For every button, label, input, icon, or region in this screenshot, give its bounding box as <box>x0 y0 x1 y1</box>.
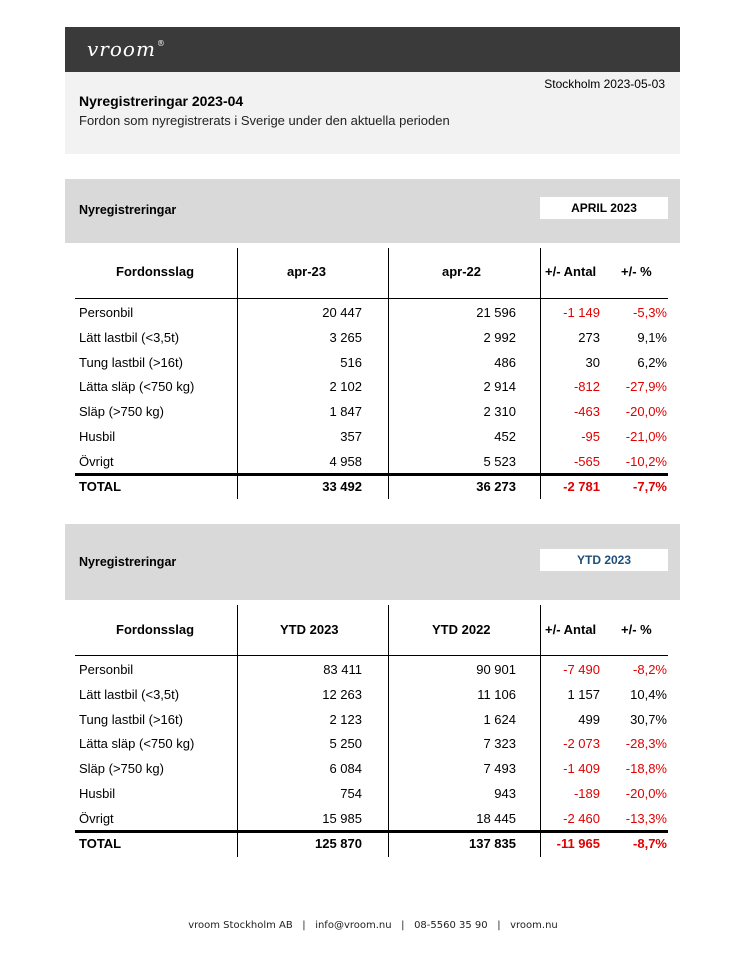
cell-pct: -8,7% <box>633 835 667 851</box>
cell-b: 7 493 <box>483 761 516 777</box>
cell-a: 2 123 <box>329 711 362 727</box>
table-row <box>65 425 680 449</box>
cell-pct: 10,4% <box>630 686 667 702</box>
vroom-logo: vroom® <box>87 37 166 61</box>
section-title: Nyregistreringar <box>79 203 177 217</box>
footer-website[interactable]: vroom.nu <box>510 920 558 931</box>
section-title: Nyregistreringar <box>79 555 177 569</box>
cell-b: 21 596 <box>476 305 516 320</box>
cell-name: Tung lastbil (>16t) <box>79 711 183 727</box>
cell-b: 18 445 <box>476 810 516 826</box>
cell-a: 5 250 <box>329 736 362 752</box>
table-row <box>65 400 680 424</box>
period-badge-ytd: YTD 2023 <box>540 549 668 571</box>
col-header-diff: +/- Antal <box>545 622 597 637</box>
document-date: Stockholm 2023-05-03 <box>544 77 665 91</box>
table-row <box>65 807 680 831</box>
table-row <box>65 683 680 707</box>
col-header-pct: +/- % <box>621 264 652 279</box>
table-row <box>65 757 680 781</box>
cell-a: 6 084 <box>329 761 362 777</box>
cell-diff: 30 <box>585 354 600 370</box>
document-title: Nyregistreringar 2023-04 <box>79 93 244 109</box>
cell-b: 486 <box>494 354 516 370</box>
cell-a: 125 870 <box>315 835 362 851</box>
cell-diff: -2 781 <box>563 478 600 494</box>
cell-diff: -1 149 <box>563 305 600 320</box>
cell-diff: 499 <box>578 711 600 727</box>
cell-a: 4 958 <box>329 453 362 469</box>
col-header-diff: +/- Antal <box>545 264 597 279</box>
cell-diff: -11 965 <box>556 835 600 851</box>
cell-a: 516 <box>340 354 362 370</box>
cell-name: Lätt lastbil (<3,5t) <box>79 329 180 345</box>
col-header-fordonsslag: Fordonsslag <box>116 622 195 637</box>
cell-pct: -20,0% <box>625 786 667 801</box>
table-row <box>65 301 680 325</box>
cell-diff: -2 073 <box>563 736 600 752</box>
col-header-pct: +/- % <box>621 622 652 637</box>
cell-pct: -18,8% <box>625 761 667 777</box>
page-footer: vroom Stockholm AB | info@vroom.nu | 08-5560 35 90 | vroom.nu <box>188 920 558 931</box>
cell-name: TOTAL <box>79 835 122 851</box>
top-brand-bar <box>65 27 680 72</box>
cell-name: Lätta släp (<750 kg) <box>79 379 195 395</box>
cell-name: Lätt lastbil (<3,5t) <box>79 686 180 702</box>
cell-name: Personbil <box>79 305 134 320</box>
document-subtitle: Fordon som nyregistrerats i Sverige under den aktuella perioden <box>79 113 450 128</box>
cell-b: 1 624 <box>483 711 516 727</box>
col-header-fordonsslag: Fordonsslag <box>116 264 195 279</box>
cell-diff: -463 <box>573 404 600 420</box>
cell-name: Husbil <box>79 786 116 801</box>
cell-diff: -2 460 <box>563 810 600 826</box>
footer-phone: 08-5560 35 90 <box>414 920 488 931</box>
cell-b: 36 273 <box>476 478 516 494</box>
cell-diff: -7 490 <box>563 662 600 677</box>
cell-pct: -28,3% <box>625 736 667 752</box>
cell-diff: -565 <box>573 453 600 469</box>
cell-a: 83 411 <box>323 662 362 677</box>
table-row <box>65 351 680 375</box>
cell-a: 20 447 <box>322 305 362 320</box>
cell-a: 33 492 <box>322 478 362 494</box>
cell-a: 1 847 <box>329 404 362 420</box>
cell-pct: -13,3% <box>625 810 667 826</box>
cell-b: 2 992 <box>483 329 516 345</box>
cell-a: 3 265 <box>329 329 362 345</box>
cell-name: TOTAL <box>79 478 122 494</box>
cell-pct: -21,0% <box>625 429 667 444</box>
footer-company: vroom Stockholm AB <box>188 920 293 931</box>
table-row <box>65 708 680 732</box>
cell-b: 137 835 <box>469 835 516 851</box>
col-header-previous: apr-22 <box>442 264 482 279</box>
cell-a: 2 102 <box>329 379 362 395</box>
cell-diff: -812 <box>573 379 600 395</box>
cell-b: 452 <box>494 429 516 444</box>
cell-a: 12 263 <box>322 686 362 702</box>
cell-b: 943 <box>494 786 516 801</box>
cell-diff: -189 <box>573 786 600 801</box>
cell-a: 15 985 <box>322 810 362 826</box>
cell-diff: 273 <box>578 329 600 345</box>
cell-name: Övrigt <box>79 810 114 826</box>
table-total-row <box>65 475 680 499</box>
cell-name: Släp (>750 kg) <box>79 761 164 777</box>
cell-name: Personbil <box>79 662 134 677</box>
cell-pct: -27,9% <box>625 379 667 395</box>
cell-a: 357 <box>340 429 362 444</box>
section-ytd-header <box>65 524 680 600</box>
cell-name: Lätta släp (<750 kg) <box>79 736 195 752</box>
cell-name: Släp (>750 kg) <box>79 404 164 420</box>
cell-b: 2 914 <box>483 379 516 395</box>
cell-b: 5 523 <box>483 453 516 469</box>
cell-pct: -5,3% <box>633 305 667 320</box>
footer-email[interactable]: info@vroom.nu <box>315 920 392 931</box>
cell-b: 11 106 <box>477 686 516 702</box>
cell-pct: -20,0% <box>625 404 667 420</box>
table-row <box>65 450 680 474</box>
cell-b: 2 310 <box>483 404 516 420</box>
table-total-row <box>65 832 680 856</box>
cell-b: 7 323 <box>483 736 516 752</box>
cell-a: 754 <box>340 786 362 801</box>
april-registrations-table <box>65 243 680 499</box>
cell-pct: -10,2% <box>625 453 667 469</box>
cell-diff: 1 157 <box>567 686 600 702</box>
cell-pct: 9,1% <box>637 329 667 345</box>
col-header-current: apr-23 <box>287 264 327 279</box>
cell-diff: -95 <box>581 429 600 444</box>
table-row <box>65 658 680 682</box>
cell-pct: 30,7% <box>630 711 667 727</box>
table-row <box>65 326 680 350</box>
table-row <box>65 732 680 756</box>
col-header-previous: YTD 2022 <box>432 622 491 637</box>
cell-name: Husbil <box>79 429 116 444</box>
period-badge-april: APRIL 2023 <box>540 197 668 219</box>
cell-diff: -1 409 <box>563 761 600 777</box>
cell-pct: -7,7% <box>633 478 667 494</box>
table-row <box>65 782 680 806</box>
table-row <box>65 375 680 399</box>
cell-b: 90 901 <box>476 662 516 677</box>
ytd-registrations-table <box>65 600 680 858</box>
col-header-current: YTD 2023 <box>280 622 339 637</box>
cell-name: Övrigt <box>79 453 114 469</box>
cell-name: Tung lastbil (>16t) <box>79 354 183 370</box>
section-april-header <box>65 179 680 243</box>
cell-pct: -8,2% <box>633 662 667 677</box>
cell-pct: 6,2% <box>637 354 667 370</box>
document-header <box>65 72 680 154</box>
